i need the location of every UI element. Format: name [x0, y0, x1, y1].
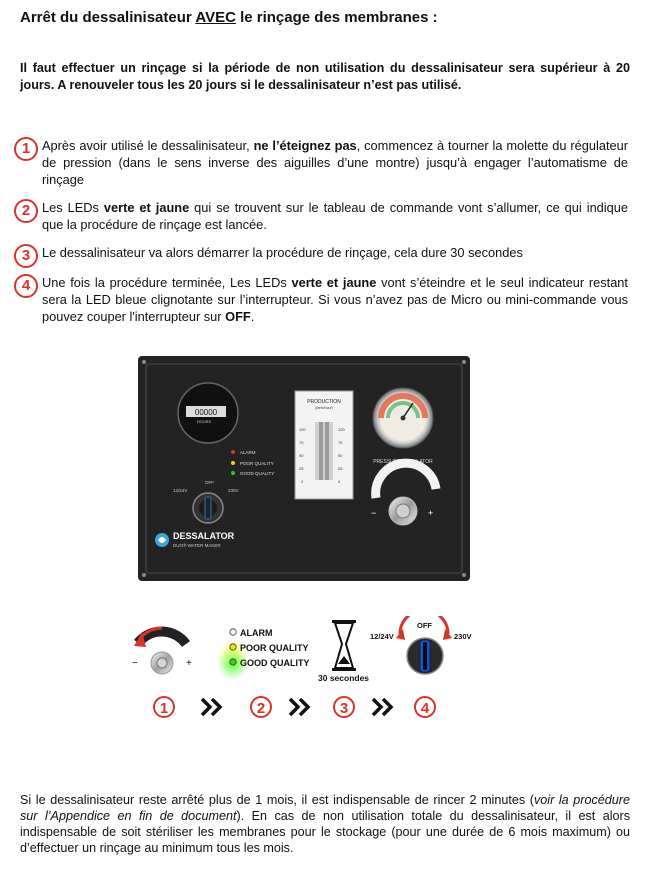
counter-hours-label: HOURS — [196, 419, 212, 424]
strip-leds — [217, 628, 310, 680]
step-2-text: Les LEDs verte et jaune qui se trouvent sur le tableau de commande vont s’allumer, ce qui indique que la procédure de rinçage est lancée. — [42, 200, 628, 232]
hourglass-icon — [318, 620, 369, 683]
good-led-on-icon — [230, 659, 236, 665]
scale-50-right: 50 — [338, 453, 343, 458]
hour-counter-icon — [178, 383, 238, 443]
page-title — [20, 9, 438, 26]
panel-minus: − — [371, 508, 377, 518]
scale-75-right: 75 — [338, 440, 343, 445]
strip-num-2: 2 — [256, 700, 266, 717]
chevron-right-icon — [373, 699, 391, 715]
process-strip — [120, 616, 490, 731]
strip-num-1: 1 — [159, 700, 169, 717]
step-3 — [14, 244, 628, 264]
step-2 — [14, 199, 628, 233]
title-underlined: AVEC — [195, 9, 236, 26]
strip-num-3: 3 — [339, 700, 349, 717]
panel-switch-left: 12/24V — [173, 488, 188, 493]
step-number-1: 1 — [14, 137, 38, 161]
step-4 — [14, 274, 628, 325]
scale-0-left: 0 — [301, 479, 304, 484]
scale-0-right: 0 — [338, 479, 341, 484]
step-1-text: Après avoir utilisé le dessalinisateur, ne l’éteignez pas, commencez à tourner la molette du régulateur de pression (dans le sens inverse des aiguilles d’une montre) jusqu’à engager l’automatisme de rinçage — [42, 138, 628, 187]
strip-switch-off: OFF — [417, 621, 432, 630]
strip-switch-right: 230V — [454, 632, 472, 641]
brand-model: DUO® WATER MAKER — [173, 543, 221, 548]
alarm-led-icon — [231, 450, 235, 454]
strip-num-4: 4 — [420, 700, 430, 717]
strip-poor-label: POOR QUALITY — [240, 643, 309, 653]
scale-75-left: 75 — [299, 440, 304, 445]
step-number-2: 2 — [14, 199, 38, 223]
control-panel-image — [138, 356, 470, 581]
panel-alarm-label: ALARM — [240, 450, 256, 455]
scale-25-right: 25 — [338, 466, 343, 471]
poor-led-icon — [231, 461, 235, 465]
scale-100-left: 100 — [299, 427, 306, 432]
step-4-text: Une fois la procédure terminée, Les LEDs verte et jaune vont s’éteindre et le seul indicateur restant sera la LED bleue clignotante sur l’interrupteur. Si vous n’avez pas de Micro ou mini-commande vous pouvez couper l'interrupteur sur OFF. — [42, 275, 628, 324]
production-unit: (liters/hour) — [315, 406, 333, 410]
production-title: PRODUCTION — [307, 399, 341, 405]
intro-paragraph: Il faut effectuer un rinçage si la période de non utilisation du dessalinisateur sera supérieur à 20 jours. A renouveler tous les 20 jours si le dessalinisateur n’est pas utilisé. — [20, 61, 630, 92]
strip-plus: + — [186, 658, 192, 669]
panel-plus: + — [428, 508, 434, 518]
alarm-led-off-icon — [230, 629, 236, 635]
step-1 — [14, 137, 628, 188]
strip-good-label: GOOD QUALITY — [240, 658, 310, 668]
chevron-right-icon — [202, 699, 220, 715]
scale-25-left: 25 — [299, 466, 304, 471]
panel-switch-off: OFF — [205, 480, 214, 485]
counter-digits: 00000 — [194, 408, 218, 417]
poor-led-on-icon — [230, 644, 236, 650]
strip-switch-left: 12/24V — [370, 632, 394, 641]
regulator-knob-icon — [132, 628, 192, 674]
title-text: Arrêt du dessalinisateur — [20, 9, 196, 26]
outro-paragraph: Si le dessalinisateur reste arrêté plus de 1 mois, il est indispensable de rincer 2 minutes (voir la procédure sur l’Appendice en fin de document). En cas de non utilisation totale du dessalinisateur, il est alors indispensable de soit stériliser les membranes pour le stockage (pour une durée de 6 mois maximum) ou d’effectuer un rinçage au minimum tous les mois. — [20, 793, 630, 855]
strip-minus: − — [132, 658, 138, 669]
scale-100-right: 100 — [338, 427, 345, 432]
chevron-right-icon — [290, 699, 308, 715]
step-sequence — [154, 697, 435, 717]
panel-good-label: GOOD QUALITY — [240, 471, 275, 476]
step-3-text: Le dessalinisateur va alors démarrer la procédure de rinçage, cela dure 30 secondes — [42, 245, 523, 260]
brand-name: DESSALATOR — [173, 531, 235, 541]
panel-poor-label: POOR QUALITY — [240, 461, 274, 466]
good-led-icon — [231, 471, 235, 475]
title-text-end: le rinçage des membranes : — [235, 9, 438, 26]
panel-switch-right: 230V — [228, 488, 239, 493]
scale-50-left: 50 — [299, 453, 304, 458]
step-number-4: 4 — [14, 274, 38, 298]
production-meter — [295, 391, 353, 499]
pressure-label: PRESSURE REGULATOR — [373, 459, 433, 465]
step-number-3: 3 — [14, 244, 38, 268]
strip-alarm-label: ALARM — [240, 628, 273, 638]
strip-switch-icon — [370, 616, 472, 674]
timer-label: 30 secondes — [318, 673, 370, 683]
